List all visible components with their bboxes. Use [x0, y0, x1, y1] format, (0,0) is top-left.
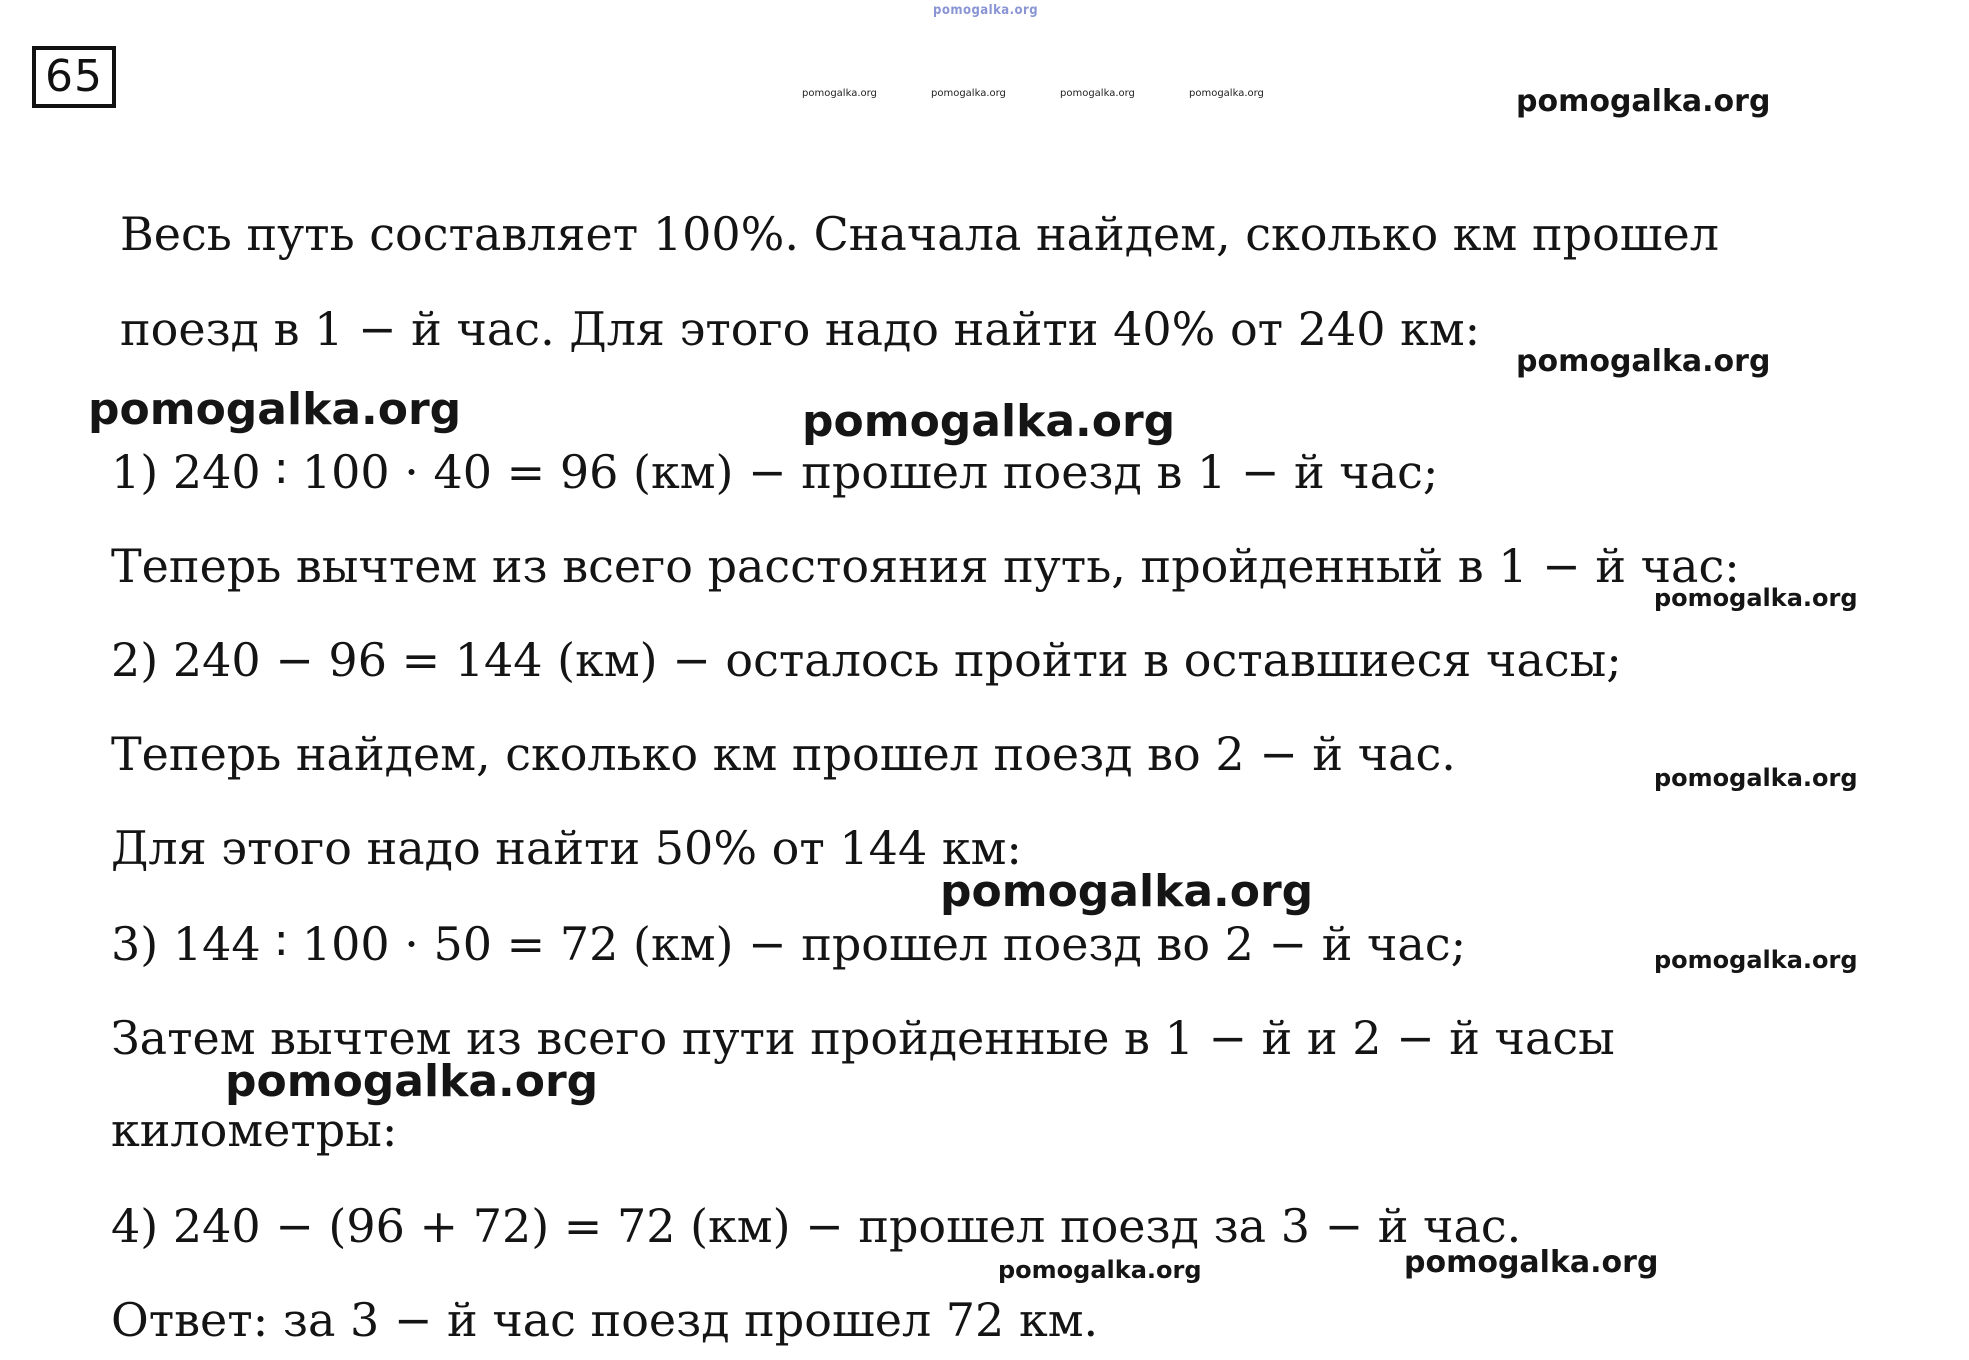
watermark-right: pomogalka.org: [1516, 344, 1771, 379]
watermark-tiny: pomogalka.org: [1189, 88, 1264, 99]
watermark-right: pomogalka.org: [1654, 764, 1858, 792]
text-line-6: Затем вычтем из всего пути пройденные в 1 − й и 2 − й часы: [111, 1011, 1615, 1065]
step-3: 3) 144 ∶ 100 · 50 = 72 (км) − прошел поезд во 2 − й час;: [111, 917, 1467, 971]
watermark-top: pomogalka.org: [933, 3, 1039, 18]
problem-number-box: 65: [32, 46, 116, 108]
text-line-7: километры:: [111, 1103, 398, 1157]
watermark-header-right: pomogalka.org: [1516, 84, 1771, 119]
watermark-right: pomogalka.org: [1654, 946, 1858, 974]
text-line-3: Теперь вычтем из всего расстояния путь, пройденный в 1 − й час:: [111, 539, 1740, 593]
step-4: 4) 240 − (96 + 72) = 72 (км) − прошел поезд за 3 − й час.: [111, 1199, 1522, 1253]
watermark-bottom-right: pomogalka.org: [1404, 1245, 1659, 1280]
text-line-4: Теперь найдем, сколько км прошел поезд во 2 − й час.: [111, 727, 1456, 781]
step-1: 1) 240 ∶ 100 · 40 = 96 (км) − прошел поезд в 1 − й час;: [111, 445, 1439, 499]
watermark-tiny: pomogalka.org: [802, 88, 877, 99]
watermark-large: pomogalka.org: [940, 866, 1314, 917]
watermark-bottom: pomogalka.org: [998, 1256, 1202, 1284]
watermark-large: pomogalka.org: [88, 384, 462, 435]
text-line-5: Для этого надо найти 50% от 144 км:: [111, 821, 1022, 875]
answer-line: Ответ: за 3 − й час поезд прошел 72 км.: [111, 1293, 1099, 1347]
watermark-right: pomogalka.org: [1654, 584, 1858, 612]
watermark-tiny: pomogalka.org: [931, 88, 1006, 99]
text-line-2: поезд в 1 − й час. Для этого надо найти 40% от 240 км:: [120, 302, 1481, 356]
text-line-1: Весь путь составляет 100%. Сначала найдем, сколько км прошел: [120, 207, 1719, 261]
step-2: 2) 240 − 96 = 144 (км) − осталось пройти в оставшиеся часы;: [111, 633, 1622, 687]
watermark-tiny: pomogalka.org: [1060, 88, 1135, 99]
watermark-large: pomogalka.org: [802, 396, 1176, 447]
watermark-large: pomogalka.org: [225, 1056, 599, 1107]
